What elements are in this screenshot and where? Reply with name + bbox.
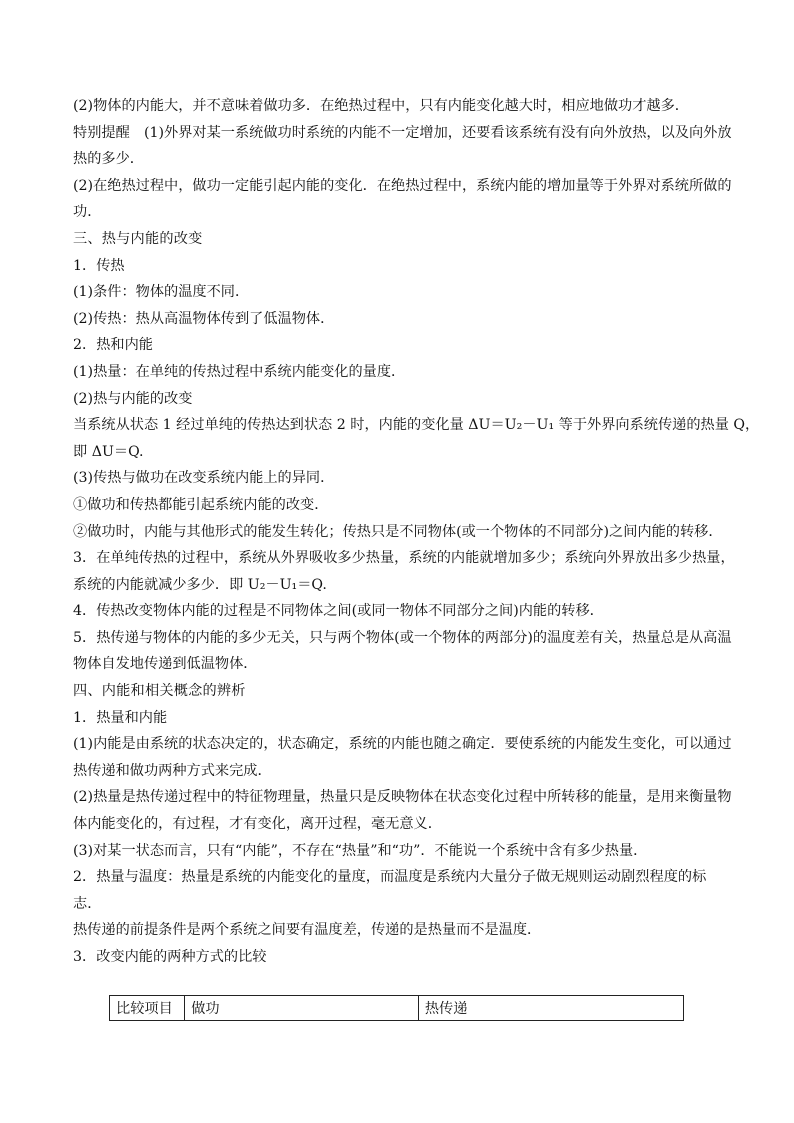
table-header-cell: 比较项目	[110, 996, 185, 1021]
subheading: 1．传热	[73, 257, 125, 274]
text-line: 热的多少．	[73, 151, 144, 168]
table-header-cell: 做功	[185, 996, 419, 1021]
text-line: 4．传热改变物体内能的过程是不同物体之间(或同一物体不同部分之间)内能的转移．	[73, 603, 604, 620]
table-header-cell: 热传递	[418, 996, 683, 1021]
text-line: 物体自发地传递到低温物体．	[73, 656, 258, 673]
text-line: 当系统从状态 1 经过单纯的传热达到状态 2 时，内能的变化量 ΔU＝U₂－U₁ 等于外界向系统传递的热量 Q，	[73, 417, 760, 434]
text-line: ①做功和传热都能引起系统内能的改变．	[73, 496, 329, 513]
text-line: (2)传热：热从高温物体传到了低温物体．	[73, 310, 335, 327]
subheading: 1．热量和内能	[73, 709, 168, 726]
text-line: 热传递的前提条件是两个系统之间要有温度差，传递的是热量而不是温度．	[73, 922, 542, 939]
text-line: 体内能变化的，有过程，才有变化，离开过程，毫无意义．	[73, 816, 442, 833]
comparison-table	[109, 995, 684, 1021]
text-line: 特别提醒 (1)外界对某一系统做功时系统的内能不一定增加，还要看该系统有没有向外放热，以及向外放	[73, 124, 732, 141]
text-line: 功．	[73, 204, 102, 221]
text-line: (1)热量：在单纯的传热过程中系统内能变化的量度．	[73, 363, 406, 380]
text-line: (3)对某一状态而言，只有“内能”，不存在“热量”和“功”．不能说一个系统中含有多少热量．	[73, 842, 648, 859]
subheading: 2．热和内能	[73, 337, 153, 354]
section-heading: 四、内能和相关概念的辨析	[73, 683, 246, 700]
text-line: ②做功时，内能与其他形式的能发生转化；传热只是不同物体(或一个物体的不同部分)之间内能的转移．	[73, 523, 723, 540]
text-line: 2．热量与温度：热量是系统的内能变化的量度，而温度是系统内大量分子做无规则运动剧烈程度的标	[73, 869, 707, 886]
text-line: (2)热与内能的改变	[73, 390, 193, 407]
document-body	[73, 93, 760, 971]
subheading: 3．改变内能的两种方式的比较	[73, 949, 267, 965]
text-line: 热传递和做功两种方式来完成．	[73, 762, 272, 779]
text-line: 3．在单纯传热的过程中，系统从外界吸收多少热量，系统的内能就增加多少；系统向外界放出多少热量，	[73, 550, 735, 567]
text-line: 系统的内能就减少多少．即 U₂－U₁＝Q.	[73, 576, 327, 593]
text-line: 5．热传递与物体的内能的多少无关，只与两个物体(或一个物体的两部分)的温度差有关，热量总是从高温	[73, 629, 732, 646]
text-line: (2)物体的内能大，并不意味着做功多．在绝热过程中，只有内能变化越大时，相应地做功才越多．	[73, 98, 689, 114]
text-line: (1)条件：物体的温度不同．	[73, 284, 250, 301]
text-line: (1)内能是由系统的状态决定的，状态确定，系统的内能也随之确定．要使系统的内能发生变化，可以通过	[73, 736, 732, 753]
table-header-row	[110, 996, 684, 1021]
text-line: (3)传热与做功在改变系统内能上的异同．	[73, 470, 335, 487]
text-line: 志．	[73, 895, 102, 912]
text-line: 即 ΔU＝Q.	[73, 443, 144, 460]
text-line: (2)在绝热过程中，做功一定能引起内能的变化．在绝热过程中，系统内能的增加量等于外界对系统所做的	[73, 177, 732, 194]
section-heading: 三、热与内能的改变	[73, 230, 203, 247]
text-line: (2)热量是热传递过程中的特征物理量，热量只是反映物体在状态变化过程中所转移的能量，是用来衡量物	[73, 789, 732, 806]
